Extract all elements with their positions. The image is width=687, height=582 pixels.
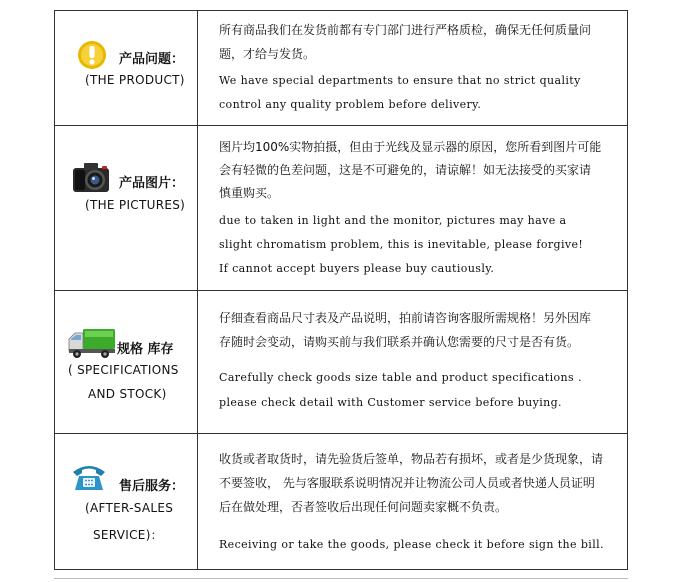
en-line: Carefully check goods size table and product specifications . — [219, 371, 582, 384]
row-title-en: (AFTER-SALES — [85, 501, 174, 515]
cn-line: 题，才给与发货。 — [219, 47, 316, 61]
en-line: control any quality problem before delivery. — [219, 98, 482, 111]
row-title-en: SERVICE)： — [93, 528, 163, 542]
row-pictures — [55, 126, 627, 291]
row-content — [198, 291, 627, 433]
truck-icon — [67, 327, 117, 359]
en-line: If cannot accept buyers please buy cautiously. — [219, 262, 495, 275]
en-line: due to taken in light and the monitor, pictures may have a — [219, 214, 567, 227]
row-title-en: (THE PICTURES) — [85, 198, 186, 212]
row-content — [198, 11, 627, 125]
row-title-en: (THE PRODUCT) — [85, 73, 185, 87]
cn-line: 后在做处理，否者签收后出现任何问题卖家概不负责。 — [219, 500, 508, 514]
telephone-icon — [71, 462, 107, 492]
row-header — [55, 434, 198, 569]
en-line: Receiving or take the goods, please check it before sign the bill. — [219, 538, 604, 551]
cn-line: 所有商品我们在发货前都有专门部门进行严格质检，确保无任何质量问 — [219, 23, 592, 37]
row-after-sales — [55, 434, 627, 569]
row-product — [55, 11, 627, 126]
cn-line: 会有轻微的色差问题，这是不可避免的，请谅解！如无法接受的买家请 — [219, 163, 592, 177]
row-header — [55, 291, 198, 433]
en-line: slight chromatism problem, this is inevitable, please forgive! — [219, 238, 584, 251]
cn-line: 图片均100%实物拍摄，但由于光线及显示器的原因，您所看到图片可能 — [219, 140, 602, 154]
en-line: please check detail with Customer service before buying. — [219, 396, 562, 409]
row-title-cn: 规格 库存 — [117, 342, 174, 357]
info-table — [54, 10, 628, 570]
cn-line: 仔细查看商品尺寸表及产品说明，拍前请咨询客服所需规格！另外因库 — [219, 311, 592, 325]
row-title-en: AND STOCK) — [88, 387, 167, 401]
cn-line: 收货或者取货时，请先验货后签单，物品若有损坏，或者是少货现象，请 — [219, 452, 604, 466]
camera-icon — [71, 160, 111, 194]
row-title-en: ( SPECIFICATIONS — [68, 363, 179, 377]
en-line: We have special departments to ensure that no strict quality — [219, 74, 581, 87]
row-header — [55, 126, 198, 290]
row-header — [55, 11, 198, 125]
row-specifications — [55, 291, 627, 434]
row-title-cn: 售后服务： — [119, 479, 185, 494]
row-content — [198, 126, 627, 290]
bottom-divider — [54, 578, 628, 579]
cn-line: 慎重购买。 — [219, 186, 280, 200]
exclamation-icon — [77, 40, 107, 70]
row-title-cn: 产品图片： — [119, 176, 185, 191]
cn-line: 不要签收， 先与客服联系说明情况并让物流公司人员或者快递人员证明 — [219, 476, 595, 490]
row-title-cn: 产品问题： — [119, 52, 185, 67]
row-content — [198, 434, 627, 569]
cn-line: 存随时会变动，请购买前与我们联系并确认您需要的尺寸是否有货。 — [219, 335, 580, 349]
